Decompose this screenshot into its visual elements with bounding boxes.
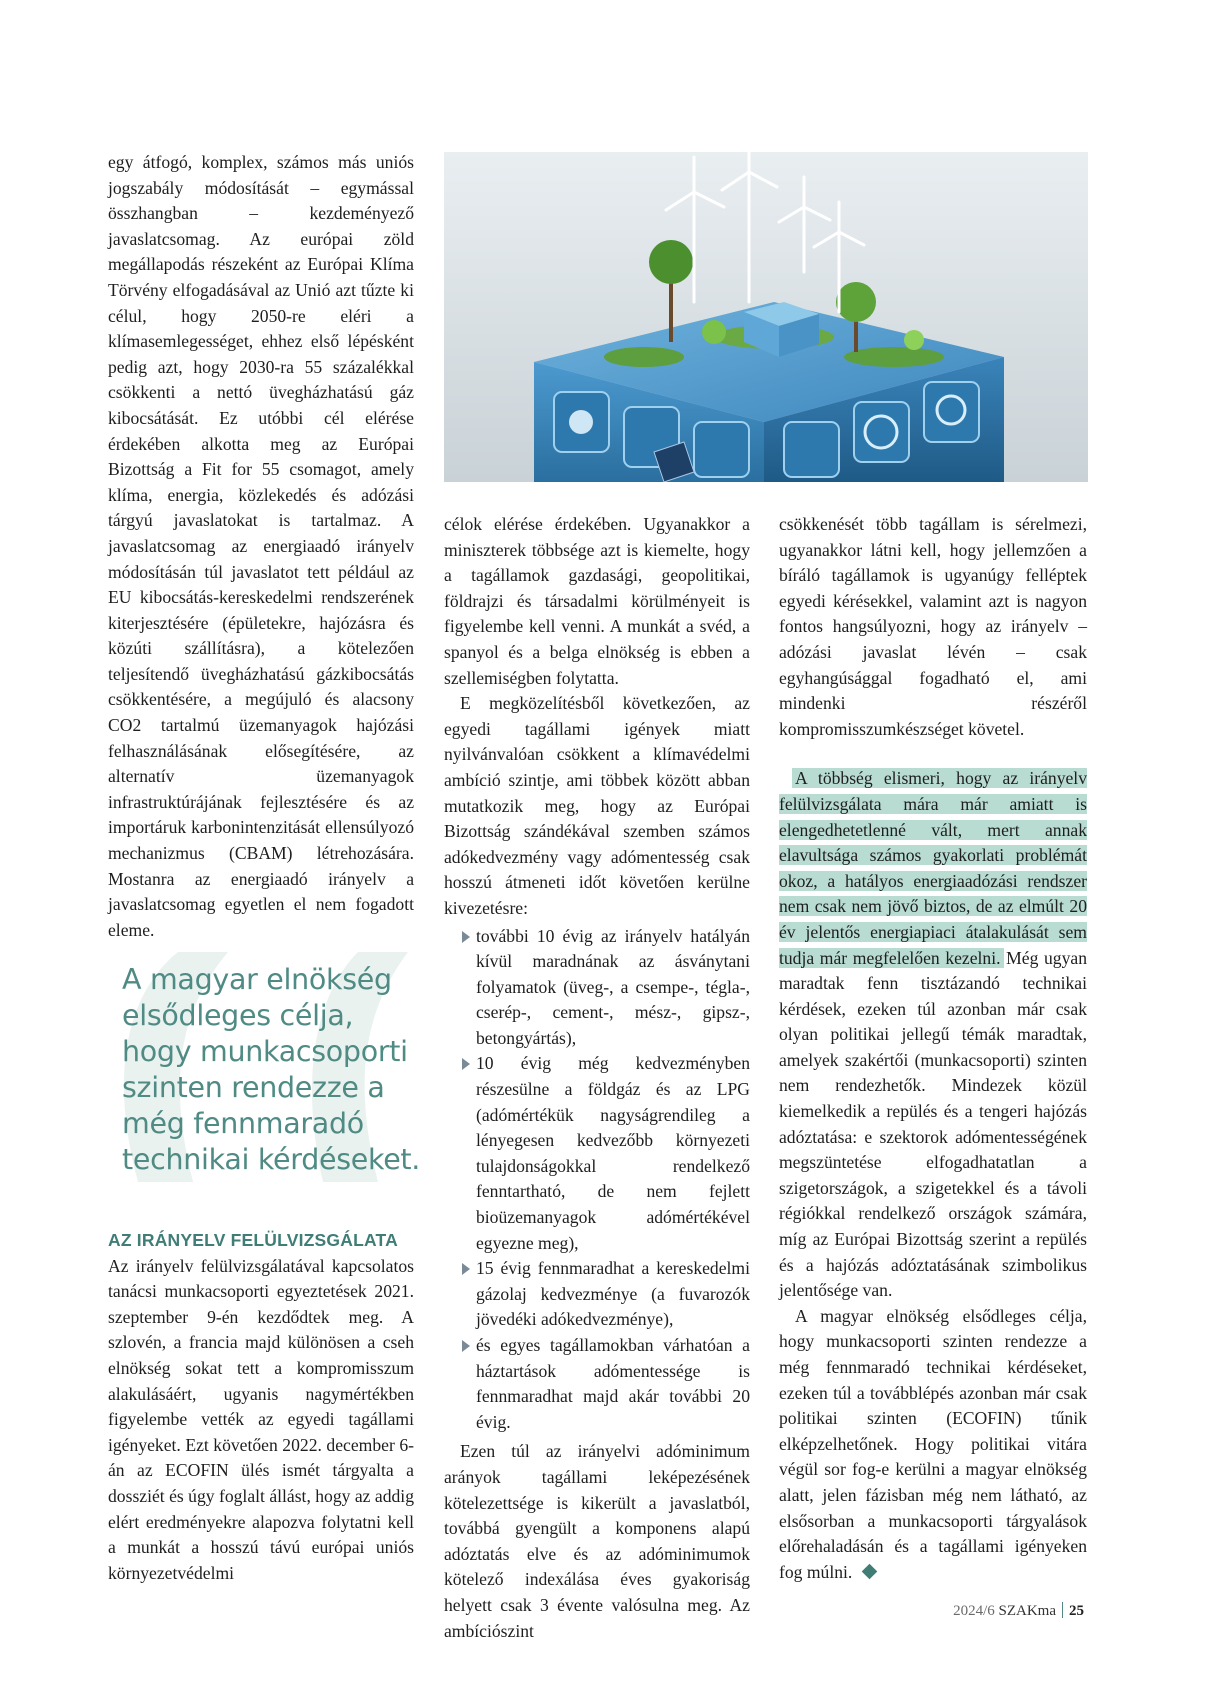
- section-heading: AZ IRÁNYELV FELÜLVIZSGÁLATA: [108, 1230, 398, 1250]
- list-item-text: 10 évig még kedvezményben részesülne a földgáz és az LPG (adómértékük nagyságrendileg a lényegesen kedvezőbb környezeti tulajdonságokkal rendelkező fenntartható, de nem fejlett bioüzemanyagok adómértékével egyezne meg),: [476, 1053, 750, 1253]
- highlighted-paragraph: [779, 766, 1087, 1303]
- list-item: [444, 1256, 750, 1333]
- issue-number: 2024/6: [953, 1603, 995, 1619]
- footer-divider: [1062, 1602, 1063, 1618]
- list-item-text: és egyes tagállamokban várhatóan a háztartások adómentessége is fennmaradhat majd akár további 20 évig.: [476, 1335, 750, 1432]
- body-paragraph: célok elérése érdekében. Ugyanakkor a miniszterek többsége azt is kiemelte, hogy a tagállamok gazdasági, geopolitikai, földrajzi és társadalmi körülményeit is figyelembe kell venni. A munkát a svéd, a spanyol és a belga elnökség is ebben a szellemiségben folytatta.: [444, 514, 750, 688]
- body-paragraph: Az irányelv felülvizsgálatával kapcsolatos tanácsi munkacsoporti egyeztetések 2021. szeptember 9-én kezdődtek meg. A szlovén, a francia majd különösen a cseh elnökség sokat tett a kompromisszum alakulásáért, ugyanis nagymértékben figyelembe vették az egyedi tagállami igényeket. Ezt követően 2022. december 6-án az ECOFIN ülés ismét tárgyalta a dossziét és úgy foglalt állást, hogy az addig elért eredményekre alapozva folytatni kell a munkát a hosszú távú európai uniós környezetvédelmi: [108, 1255, 414, 1583]
- body-paragraph: egy átfogó, komplex, számos más uniós jogszabály módosítását – egymással összhangban – kezdeményező javaslatcsomag. Az európai zöld megállapodás részeként az Európai Klíma Törvény elfogadásával az Unió azt tűzte ki célul, hogy 2050-re eléri a klímasemlegességet, ehhez első lépésként pedig azt, hogy 2030-ra 55 százalékkal csökkenti a nettó üvegházhatású gáz kibocsátását. Ez utóbbi cél elérése érdekében alkotta meg az Európai Bizottság a Fit for 55 csomagot, amely klíma, energia, közlekedés és adózási tárgyú javaslatokat is tartalmaz. A javaslatcsomag az energiaadó irányelv módosításán túl javaslatot tett például az EU kibocsátás-kereskedelmi rendszerének kiterjesztésére (épületekre, hajózásra és közúti szállításra), a kötelezően teljesítendő üvegházhatású gázkibocsátás csökkentésére, a megújuló és alacsony CO2 tartalmú üzemanyagok hajózási felhasználásának elősegítésére, az alternatív üzemanyagok infrastruktúrájának fejlesztésére és az importáruk karbonintenzitását ellensúlyozó mechanizmus (CBAM) létrehozására. Mostanra az energiaadó irányelv a javaslatcsomag egyetlen el nem fogadott eleme.: [108, 152, 414, 940]
- list-item: [444, 1333, 750, 1435]
- list-item: [444, 1051, 750, 1256]
- bullet-list: [444, 924, 750, 1436]
- page-number: 25: [1069, 1603, 1084, 1619]
- illustration-image: [444, 152, 1088, 482]
- body-text: A magyar elnökség elsődleges célja, hogy munkacsoporti szinten rendezze a még fennmaradó technikai kérdéseket, ezeken túl a továbblépés azonban már csak politikai szinten (ECOFIN) tűnik elképzelhetőnek. Hogy politikai vitára végül sor fog-e kerülni a magyar elnökség alatt, jelen fázisban még nem látható, az elsősorban a munkacsoporti tárgyalások előrehaladásán és a tagállami igényeken fog múlni.: [779, 1305, 1087, 1582]
- list-item-text: további 10 évig az irányelv hatályán kívül maradnának az ásványtani folyamatok (üveg-, a csempe-, tégla-, cserép-, cement-, mész-, gipsz-, betongyártás),: [476, 925, 750, 1048]
- body-paragraph: Ezen túl az irányelvi adóminimum arányok tagállami leképezésének kötelezettsége is kikerült a javaslatból, továbbá gyengült a komponens alapú adóztatás elve és az adóminimumok kötelező indexálása éves gyakoriság helyett csak 3 évente valósulna meg. Az ambíciószint: [444, 1441, 750, 1641]
- bullet-triangle-icon: [462, 1340, 470, 1352]
- page-footer: [953, 1602, 1084, 1620]
- list-item: [444, 924, 750, 1052]
- magazine-name: SZAKma: [998, 1603, 1056, 1619]
- pull-quote-text: A magyar elnökség elsődleges célja, hogy munkacsoporti szinten rendezze a még fennmaradó technikai kérdéseket.: [122, 963, 421, 1176]
- highlighted-text: A többség elismeri, hogy az irányelv felülvizsgálata mára már amiatt is elengedhetetlenné vált, mert annak elavultsága számos gyakorlati problémát okoz, a hatályos energiaadózási rendszer nem csak nem jövő biztos, de az elmúlt 20 év jelentős energiapiaci átalakulását sem tudja már megfelelően kezelni.: [779, 768, 1087, 968]
- body-paragraph: csökkenését több tagállam is sérelmezi, ugyanakkor látni kell, hogy jellemzően a bíráló tagállamok is ugyanúgy felléptek egyedi kérésekkel, valamint azt is nagyon fontos hangsúlyozni, hogy az irányelv – adózási javaslat lévén – csak egyhangúsággal fogadható el, ami mindenki részéről kompromisszumkészséget követel.: [779, 514, 1087, 739]
- bullet-triangle-icon: [462, 931, 470, 943]
- column-1: [108, 150, 414, 943]
- column-2: [444, 512, 750, 1644]
- bullet-triangle-icon: [462, 1263, 470, 1275]
- body-paragraph: E megközelítésből következően, az egyedi tagállami igények miatt nyilvánvalóan csökkent a klímavédelmi ambíció szintje, ami többek között abban mutatkozik meg, hogy az Európai Bizottság szándékával szemben számos adókedvezmény vagy adómentesség csak hosszú átmeneti időt követően kerülne kivezetésre:: [444, 693, 750, 918]
- pull-quote: [108, 932, 428, 1212]
- end-mark-diamond-icon: [862, 1563, 878, 1579]
- list-item-text: 15 évig fennmaradhat a kereskedelmi gázolaj kedvezménye (a fuvarozók jövedéki adókedvezménye),: [476, 1258, 750, 1330]
- column-3: [779, 512, 1087, 1585]
- illustration-green-energy-cube: [444, 152, 1088, 482]
- section-irányelv: [108, 1228, 414, 1586]
- body-paragraph: [779, 1304, 1087, 1586]
- body-text: Még ugyan maradtak fenn tisztázandó technikai kérdések, ezeken túl azonban már csak olyan politikai jellegű témák maradtak, amelyek szakértői (munkacsoporti) szinten nem rendezhetők. Mindezek közül kiemelkedik a repülés és a tengeri hajózás adóztatása: e szektorok adómentességének megszüntetése elfogadhatatlan a szigetországok, a szigetekkel és a távoli régiókkal rendelkező országok számára, míg az Európai Bizottság szerint a repülés és a hajózás adóztatásának szimbolikus jelentősége van.: [779, 947, 1087, 1301]
- bullet-triangle-icon: [462, 1058, 470, 1070]
